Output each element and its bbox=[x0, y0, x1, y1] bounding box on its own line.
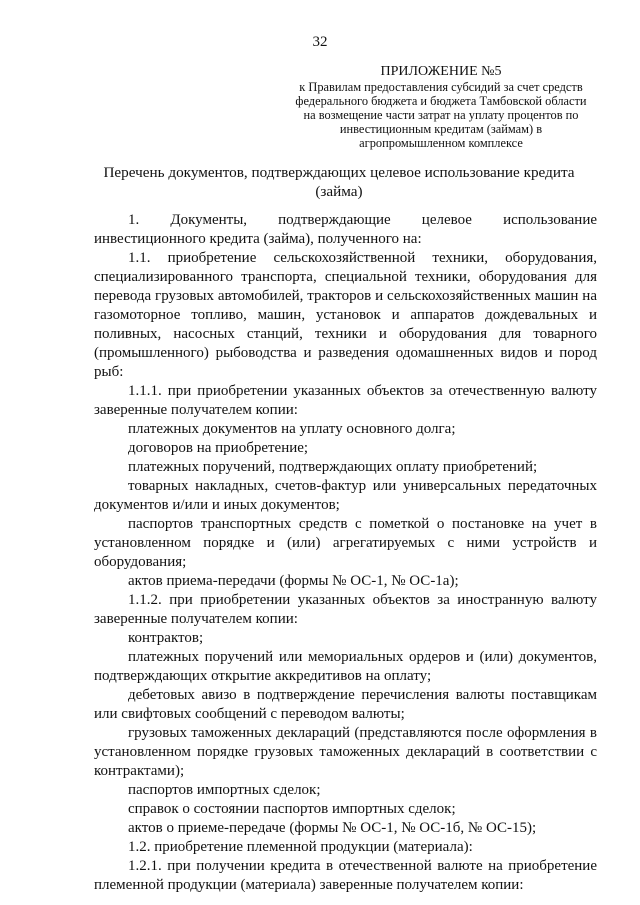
list-item: актов о приеме-передаче (формы № ОС-1, № ОС-1б, № ОС-15); bbox=[128, 820, 537, 836]
list-item: справок о состоянии паспортов импортных сделок; bbox=[128, 801, 456, 817]
document-heading: Перечень документов, подтверждающих целевое использование кредита (займа) bbox=[103, 164, 575, 200]
appendix-line: агропромышленном комплексе bbox=[359, 136, 523, 150]
paragraph: 1.1.2. при приобретении указанных объектов за иностранную валюту заверенные получателем копии: bbox=[94, 592, 597, 627]
appendix-line: инвестиционным кредитам (займам) в bbox=[339, 122, 543, 136]
list-item: дебетовых авизо в подтверждение перечисления валюты поставщикам или свифтовых сообщений с переводом валюты; bbox=[94, 687, 597, 722]
paragraph: 1.2. приобретение племенной продукции (материала): bbox=[128, 839, 473, 855]
appendix-line: федерального бюджета и бюджета Тамбовской области bbox=[295, 94, 587, 108]
appendix-line: на возмещение части затрат на уплату процентов по bbox=[303, 108, 579, 122]
paragraph: 1.1. приобретение сельскохозяйственной техники, оборудования, специализированного транспорта, специальной техники, оборудования для перевода грузовых автомобилей, тракторов и сельскохозяйственных машин на газомоторное топливо, машин, установок и аппаратов дождевальных и поливных, насосных станций, техники и оборудования для товарного (промышленного) рыбоводства и разведения одомашненных видов и пород рыб: bbox=[94, 250, 597, 380]
paragraph: 1. Документы, подтверждающие целевое использование инвестиционного кредита (займа), полученного на: bbox=[94, 212, 597, 247]
list-item: договоров на приобретение; bbox=[128, 440, 309, 456]
list-item: актов приема-передачи (формы № ОС-1, № ОС-1а); bbox=[128, 573, 459, 589]
list-item: контрактов; bbox=[128, 630, 204, 646]
list-item: платежных документов на уплату основного долга; bbox=[128, 421, 456, 437]
list-item: платежных поручений, подтверждающих оплату приобретений; bbox=[128, 459, 538, 475]
appendix-line: к Правилам предоставления субсидий за счет средств bbox=[299, 80, 583, 94]
list-item: паспортов импортных сделок; bbox=[128, 782, 321, 798]
page-number: 32 bbox=[312, 34, 328, 50]
appendix-title: ПРИЛОЖЕНИЕ №5 bbox=[380, 64, 502, 79]
list-item: паспортов транспортных средств с пометкой о постановке на учет в установленном порядке и (или) агрегатируемых с ними устройств и оборудования; bbox=[94, 516, 597, 570]
appendix-block bbox=[276, 64, 606, 150]
paragraph: 1.2.1. при получении кредита в отечественной валюте на приобретение племенной продукции (материала) заверенные получателем копии: bbox=[94, 858, 597, 893]
list-item: товарных накладных, счетов-фактур или универсальных передаточных документов и/или и иных документов; bbox=[94, 478, 597, 513]
paragraph: 1.1.1. при приобретении указанных объектов за отечественную валюту заверенные получателем копии: bbox=[94, 383, 597, 418]
document-body bbox=[94, 211, 597, 895]
list-item: платежных поручений или мемориальных ордеров и (или) документов, подтверждающих открытие аккредитивов на оплату; bbox=[94, 649, 597, 684]
list-item: грузовых таможенных деклараций (представляются после оформления в установленном порядке грузовых таможенных деклараций в соответствии с контрактами); bbox=[94, 725, 597, 779]
